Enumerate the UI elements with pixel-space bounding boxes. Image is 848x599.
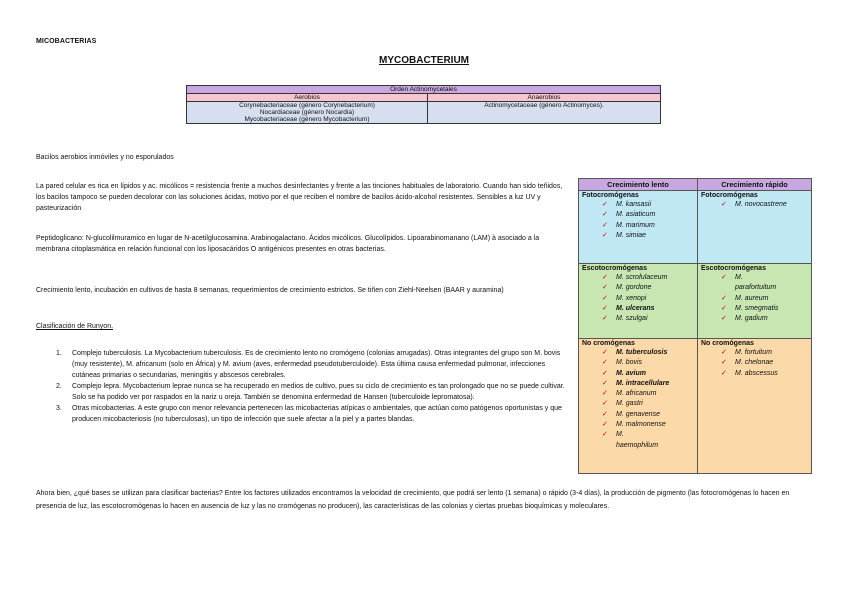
species-name: M. smegmatis (735, 304, 779, 312)
list-item (56, 381, 571, 403)
list-number: 2. (56, 383, 62, 390)
paragraph-pared-celular: La pared celular es rica en lípidos y ac. micólicos = resistencia frente a muchos desinfectantes y frente a las tinciones habituales de laboratorio. Cuando han sido teñidos, los bacilos tampoco se pueden decolorar con las soluciones ácidas, motivo por el que reciben el nombre de bacilos ácido-alcohol resistentes. Sensibles a luz UV y pasteurización (36, 183, 563, 212)
species-name: M. scrofulaceum (616, 274, 668, 281)
species-item (582, 358, 694, 368)
species-name: M. genavense (616, 410, 660, 418)
species-item (582, 420, 694, 430)
noc-slow-cell (579, 339, 698, 474)
esco-slow-cell (579, 264, 698, 339)
species-item (582, 369, 694, 379)
species-name: M. (616, 431, 624, 439)
species-name: M. aureum (735, 294, 769, 302)
species-name: parafortuitum (735, 284, 777, 292)
species-item (582, 210, 694, 220)
species-name: M. simiae (616, 231, 646, 239)
check-icon: ✓ (721, 294, 727, 302)
species-name: M. gadium (735, 315, 768, 323)
species-name: M. marimum (616, 221, 655, 229)
list-item (56, 403, 571, 425)
aerobic-line: Corynebacteriaceae (género Corynebacterium) (239, 102, 375, 109)
check-icon: ✓ (721, 369, 727, 377)
list-text: Complejo tuberculosis. La Mycobacterium tuberculosis. Es de crecimiento lento no cromógeno (colonias arrugadas). Otras integrantes del grupo son M. bovis (muy resistente), M. africanum (solo en África) y M. avium (aves, enfermedad pseudotuberculoide). Esta última causa enfermedad pulmonar, infecciones cutáneas primarias o secundarias, meningitis y abscesos cerebrales. (72, 350, 561, 379)
check-icon: ✓ (602, 349, 608, 356)
species-item (582, 441, 694, 451)
check-icon: ✓ (602, 201, 608, 208)
species-name: M. gordone (616, 284, 652, 292)
species-name: M. avium (616, 369, 646, 377)
species-list (582, 200, 694, 241)
category-label: Fotocromógenas (701, 192, 758, 199)
species-name: M. africanum (616, 390, 657, 398)
species-item (582, 283, 694, 293)
species-list (701, 273, 808, 324)
species-item (701, 358, 808, 368)
species-name: M. abscessus (735, 369, 778, 377)
aerobic-line: Nocardiaceae (género Nocardia) (259, 109, 355, 116)
species-name: M. bovis (616, 359, 643, 367)
species-item (582, 430, 694, 440)
noc-fast-cell (698, 339, 812, 474)
check-icon: ✓ (602, 410, 608, 418)
anaerobic-header: Anaerobios (428, 94, 661, 102)
species-item (582, 294, 694, 304)
check-icon: ✓ (721, 274, 727, 281)
species-item (582, 231, 694, 241)
runyon-heading: Clasificación de Runyon. (36, 323, 114, 330)
check-icon: ✓ (602, 390, 608, 398)
check-icon: ✓ (721, 359, 727, 367)
anaerobic-cell: Actinomycetaceae (género Actinomyces). (428, 102, 661, 124)
category-label: Escotocromógenas (701, 265, 766, 272)
paragraph-bacilos: Bacilos aerobios inmóviles y no esporulados (36, 154, 174, 161)
aerobic-cell (187, 102, 428, 124)
check-icon: ✓ (602, 211, 608, 219)
species-item (701, 348, 808, 358)
category-label: Fotocromógenas (582, 192, 639, 199)
species-name: M. asiaticum (616, 211, 656, 219)
check-icon: ✓ (602, 221, 608, 229)
check-icon: ✓ (602, 359, 608, 367)
species-item (701, 314, 808, 324)
aerobic-header: Aerobios (187, 94, 428, 102)
species-item (582, 399, 694, 409)
list-number: 1. (56, 350, 62, 357)
species-name: M. (735, 274, 743, 281)
list-text: Complejo lepra. Mycobacterium leprae nunca se ha recuperado en medios de cultivo, pues su ciclo de crecimiento es tan prolongado que no se puede cultivar. Solo se ha podido ver por raspados en la nariz u oreja. También se denomina enfermedad de Hansen (tuberculoide lepromatosa). (72, 383, 565, 401)
species-name: M. ulcerans (616, 304, 655, 312)
check-icon: ✓ (602, 431, 608, 439)
check-icon: ✓ (721, 315, 727, 323)
order-cell: Orden Actinomycetales (187, 86, 661, 94)
check-icon: ✓ (721, 349, 727, 356)
fast-growth-header: Crecimiento rápido (698, 179, 812, 191)
species-name: M. kansasii (616, 201, 652, 208)
species-item (582, 410, 694, 420)
species-item (701, 273, 808, 283)
check-icon: ✓ (602, 421, 608, 429)
growth-table (578, 178, 812, 474)
species-list (582, 273, 694, 324)
check-icon: ✓ (602, 369, 608, 377)
check-icon: ✓ (602, 304, 608, 312)
check-icon: ✓ (721, 201, 727, 208)
list-number: 3. (56, 405, 62, 412)
slow-growth-header: Crecimiento lento (579, 179, 698, 191)
species-name: M. intracellulare (616, 379, 670, 387)
check-icon: ✓ (721, 304, 727, 312)
species-name: M. malmonense (616, 421, 666, 429)
category-label: Escotocromógenas (582, 265, 647, 272)
check-icon: ✓ (602, 379, 608, 387)
check-icon: ✓ (602, 231, 608, 239)
foto-fast-cell (698, 191, 812, 264)
check-icon: ✓ (602, 294, 608, 302)
list-item (56, 348, 571, 381)
species-item (701, 369, 808, 379)
final-paragraph: Ahora bien, ¿qué bases se utilizan para clasificar bacterias? Entre los factores utilizados encontramos la velocidad de crecimiento, que podrá ser lento (1 semana) o rápido (3-4 días), la producción de pigmento (las fotocromógenas lo hacen en presencia de luz, las escotocromógenas lo hacen en ausencia de luz y las no cromógenas no producen), las características de las colonias y ciertas pruebas bioquímicas y moleculares. (36, 490, 790, 510)
species-list (701, 348, 808, 379)
species-item (582, 389, 694, 399)
aerobic-line: Mycobacteriaceae (género Mycobacterium) (244, 116, 370, 123)
check-icon: ✓ (602, 315, 608, 323)
species-item (701, 283, 808, 293)
runyon-list (56, 348, 571, 425)
species-item (701, 200, 808, 210)
species-name: haemophilum (616, 441, 659, 449)
species-item (582, 379, 694, 389)
species-item (701, 304, 808, 314)
species-item (582, 348, 694, 358)
species-item (582, 221, 694, 231)
species-name: M. fortuitum (735, 349, 772, 356)
species-item (582, 273, 694, 283)
species-item (582, 314, 694, 324)
order-table (186, 85, 661, 124)
header-label: MICOBACTERIAS (36, 38, 97, 45)
paragraph-peptidoglicano: Peptidoglicano: N-glucolilmuramico en lugar de N-acetilglucosamina. Arabinogalactano. Ácidos micólicos. Glucolípidos. Lipoarabinomanano (LAM) à asociado a la membrana citoplasmática en relación funcional con los liposacáridos O antigénicos presentes en otras bacterias. (36, 235, 540, 253)
paragraph-crecimiento: Crecimiento lento, incubación en cultivos de hasta 8 semanas, requerimientos de crecimiento estrictos. Se tiñen con Ziehl-Neelsen (BAAR y auramina) (36, 287, 504, 294)
check-icon: ✓ (602, 400, 608, 408)
check-icon: ✓ (602, 274, 608, 281)
species-name: M. novocastrene (735, 201, 787, 208)
page-title: MYCOBACTERIUM (379, 55, 469, 66)
species-name: M. chelonae (735, 359, 774, 367)
species-list (701, 200, 808, 210)
esco-fast-cell (698, 264, 812, 339)
species-list (582, 348, 694, 451)
check-icon: ✓ (602, 284, 608, 292)
species-name: M. gastri (616, 400, 643, 408)
species-name: M. szulgai (616, 315, 648, 323)
species-item (582, 200, 694, 210)
category-label: No cromógenas (582, 340, 635, 347)
category-label: No cromógenas (701, 340, 754, 347)
species-item (582, 304, 694, 314)
species-name: M. tuberculosis (616, 349, 668, 356)
species-name: M. xenopi (616, 294, 647, 302)
foto-slow-cell (579, 191, 698, 264)
species-item (701, 294, 808, 304)
list-text: Otras micobacterias. A este grupo con menor relevancia pertenecen las micobacterias atípicas o ambientales, que actúan como patógenos oportunistas y que producen micobacteriosis (no tuberculosas), un tipo de infección que suele afectar a la piel y a partes blandas. (72, 405, 562, 423)
